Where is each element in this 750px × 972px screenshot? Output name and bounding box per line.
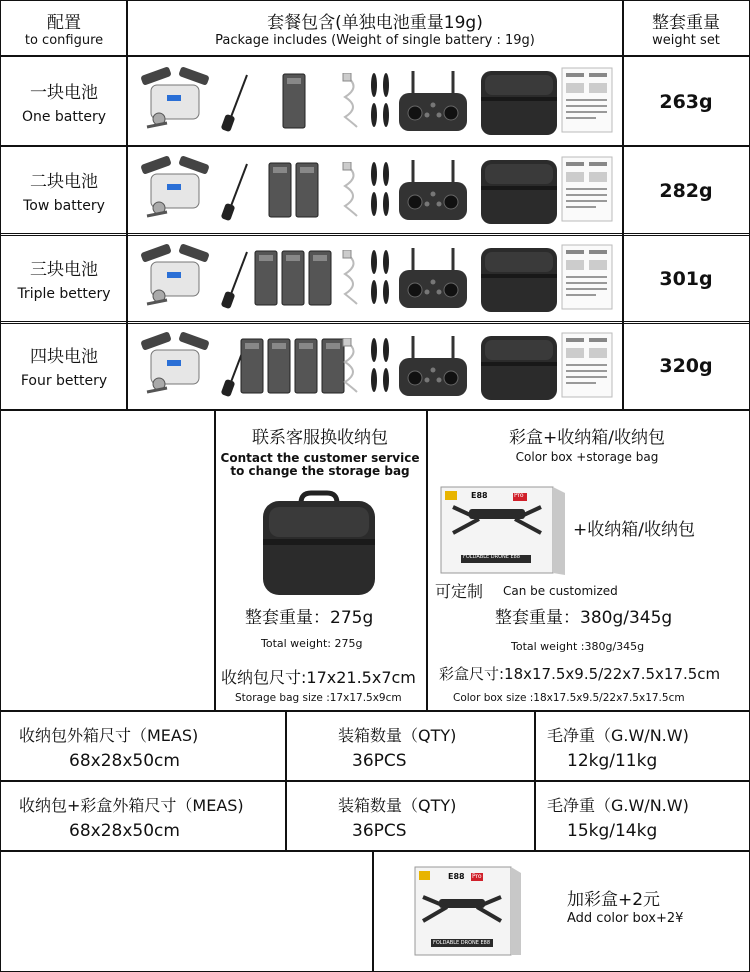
row-config-zh: 一块电池	[30, 83, 98, 103]
row-weight: 320g	[659, 354, 713, 377]
bag-option-title-en-2: to change the storage bag	[230, 464, 410, 478]
box-option-title-zh: 彩盒+收纳箱/收纳包	[509, 428, 665, 448]
battery-icon	[268, 162, 292, 218]
row-weight-cell	[622, 321, 750, 410]
shipping-meas-cell	[0, 780, 287, 852]
storage-bag-icon	[479, 332, 559, 404]
battery-icon	[308, 250, 332, 306]
addon-cell	[372, 850, 750, 972]
remote-controller-icon	[397, 334, 469, 400]
header-weight-cell	[622, 0, 750, 56]
storage-bag-icon	[479, 67, 559, 139]
propellers-icon	[367, 248, 393, 308]
battery-group	[240, 338, 348, 394]
manual-icon	[561, 244, 613, 310]
bag-option-weight-en: Total weight: 275g	[261, 637, 363, 650]
box-option-size-zh: 彩盒尺寸:18x17.5x9.5/22x7.5x17.5cm	[439, 665, 721, 683]
usb-cable-icon	[337, 338, 365, 394]
battery-group	[282, 73, 309, 129]
addon-en: Add color box+2¥	[567, 911, 684, 926]
screwdriver-icon	[221, 250, 251, 310]
manual-icon	[561, 332, 613, 398]
shipping-qty-label: 装箱数量（QTY)	[338, 796, 457, 815]
addon-blank-cell	[0, 850, 374, 972]
row-config-en: One battery	[21, 109, 107, 125]
usb-cable-icon	[337, 250, 365, 306]
screwdriver-icon	[221, 73, 251, 133]
box-option-custom-zh: 可定制	[435, 582, 484, 601]
shipping-meas-label: 收纳包外箱尺寸（MEAS)	[19, 726, 199, 745]
shipping-gw-value: 15kg/14kg	[567, 821, 658, 841]
addon-box-label: E88	[448, 872, 465, 881]
row-config-en: Four bettery	[20, 373, 108, 389]
bag-option-cell	[214, 410, 428, 712]
header-config-en: to configure	[24, 33, 104, 48]
battery-group	[268, 162, 322, 218]
bag-option-size-en: Storage bag size :17x17.5x9cm	[235, 692, 402, 704]
row-weight: 282g	[659, 179, 713, 202]
storage-bag-icon	[479, 156, 559, 228]
row-weight: 301g	[659, 267, 713, 290]
remote-controller-icon	[397, 158, 469, 224]
addon-box-badge: Pro	[472, 873, 482, 880]
battery-icon	[295, 162, 319, 218]
blank-cell	[0, 410, 216, 712]
manual-icon	[561, 156, 613, 222]
drone-icon	[137, 65, 217, 139]
shipping-gw-value: 12kg/11kg	[567, 751, 658, 771]
row-package-cell	[126, 145, 624, 236]
bag-option-title-en-1: Contact the customer service	[220, 451, 420, 465]
storage-bag-icon	[479, 244, 559, 316]
box-option-custom-en: Can be customized	[503, 584, 618, 598]
battery-icon	[267, 338, 291, 394]
row-config-zh: 四块电池	[30, 347, 98, 367]
box-option-weight-en: Total weight :380g/345g	[511, 640, 645, 653]
shipping-qty-label: 装箱数量（QTY)	[338, 726, 457, 745]
header-package-cell	[126, 0, 624, 56]
row-weight-cell	[622, 56, 750, 147]
battery-icon	[282, 73, 306, 129]
box-option-box-footer: FOLDABLE DRONE E88	[463, 554, 521, 560]
propellers-icon	[367, 71, 393, 131]
box-option-weight-zh: 整套重量：380g/345g	[495, 608, 673, 628]
storage-bag-image	[259, 489, 379, 599]
row-config-zh: 三块电池	[30, 260, 98, 280]
shipping-qty-cell	[285, 780, 536, 852]
row-weight-cell	[622, 145, 750, 236]
shipping-qty-value: 36PCS	[352, 751, 407, 771]
usb-cable-icon	[337, 73, 365, 129]
shipping-qty-cell	[285, 710, 536, 782]
box-option-title-en: Color box +storage bag	[515, 450, 659, 464]
row-config-en: Triple bettery	[17, 286, 111, 302]
box-option-box-badge: Pro	[514, 492, 524, 499]
battery-icon	[240, 338, 264, 394]
header-package-en: Package includes (Weight of single battery : 19g)	[215, 33, 535, 48]
remote-controller-icon	[397, 246, 469, 312]
box-option-plus-bag: +收纳箱/收纳包	[573, 520, 695, 540]
row-package-cell	[126, 321, 624, 410]
addon-box-footer: FOLDABLE DRONE E88	[433, 940, 491, 946]
header-weight-en: weight set	[652, 33, 720, 48]
screwdriver-icon	[221, 162, 251, 222]
row-config-cell	[0, 321, 128, 410]
header-package-zh: 套餐包含(单独电池重量19g)	[267, 13, 483, 33]
battery-group	[254, 250, 335, 306]
header-weight-zh: 整套重量	[652, 13, 720, 33]
drone-icon	[137, 242, 217, 316]
bag-option-title-zh: 联系客服换收纳包	[252, 428, 388, 448]
header-config-zh: 配置	[47, 13, 81, 33]
row-config-en: Tow battery	[23, 198, 105, 214]
shipping-meas-cell	[0, 710, 287, 782]
battery-icon	[281, 250, 305, 306]
box-option-cell	[426, 410, 750, 712]
shipping-meas-value: 68x28x50cm	[69, 751, 180, 771]
shipping-meas-value: 68x28x50cm	[69, 821, 180, 841]
battery-icon	[294, 338, 318, 394]
shipping-qty-value: 36PCS	[352, 821, 407, 841]
row-weight-cell	[622, 233, 750, 324]
row-package-cell	[126, 56, 624, 147]
shipping-gw-label: 毛净重（G.W/N.W)	[547, 796, 689, 815]
row-config-cell	[0, 233, 128, 324]
battery-icon	[254, 250, 278, 306]
row-weight: 263g	[659, 90, 713, 113]
bag-option-weight-zh: 整套重量：275g	[245, 608, 374, 628]
addon-zh: 加彩盒+2元	[567, 890, 661, 910]
row-config-cell	[0, 145, 128, 236]
usb-cable-icon	[337, 162, 365, 218]
bag-option-size-zh: 收纳包尺寸:17x21.5x7cm	[221, 668, 416, 687]
propellers-icon	[367, 160, 393, 220]
box-option-box-label: E88	[471, 491, 488, 500]
header-config-cell	[0, 0, 128, 56]
drone-icon	[137, 154, 217, 228]
manual-icon	[561, 67, 613, 133]
box-option-size-en: Color box size :18x17.5x9.5/22x7.5x17.5cm	[453, 692, 685, 704]
shipping-gw-cell	[534, 780, 750, 852]
row-config-zh: 二块电池	[30, 172, 98, 192]
shipping-gw-label: 毛净重（G.W/N.W)	[547, 726, 689, 745]
remote-controller-icon	[397, 69, 469, 135]
row-config-cell	[0, 56, 128, 147]
shipping-meas-label: 收纳包+彩盒外箱尺寸（MEAS)	[19, 796, 244, 815]
color-box-image	[439, 485, 567, 577]
shipping-gw-cell	[534, 710, 750, 782]
propellers-icon	[367, 336, 393, 396]
row-package-cell	[126, 233, 624, 324]
drone-icon	[137, 330, 217, 404]
